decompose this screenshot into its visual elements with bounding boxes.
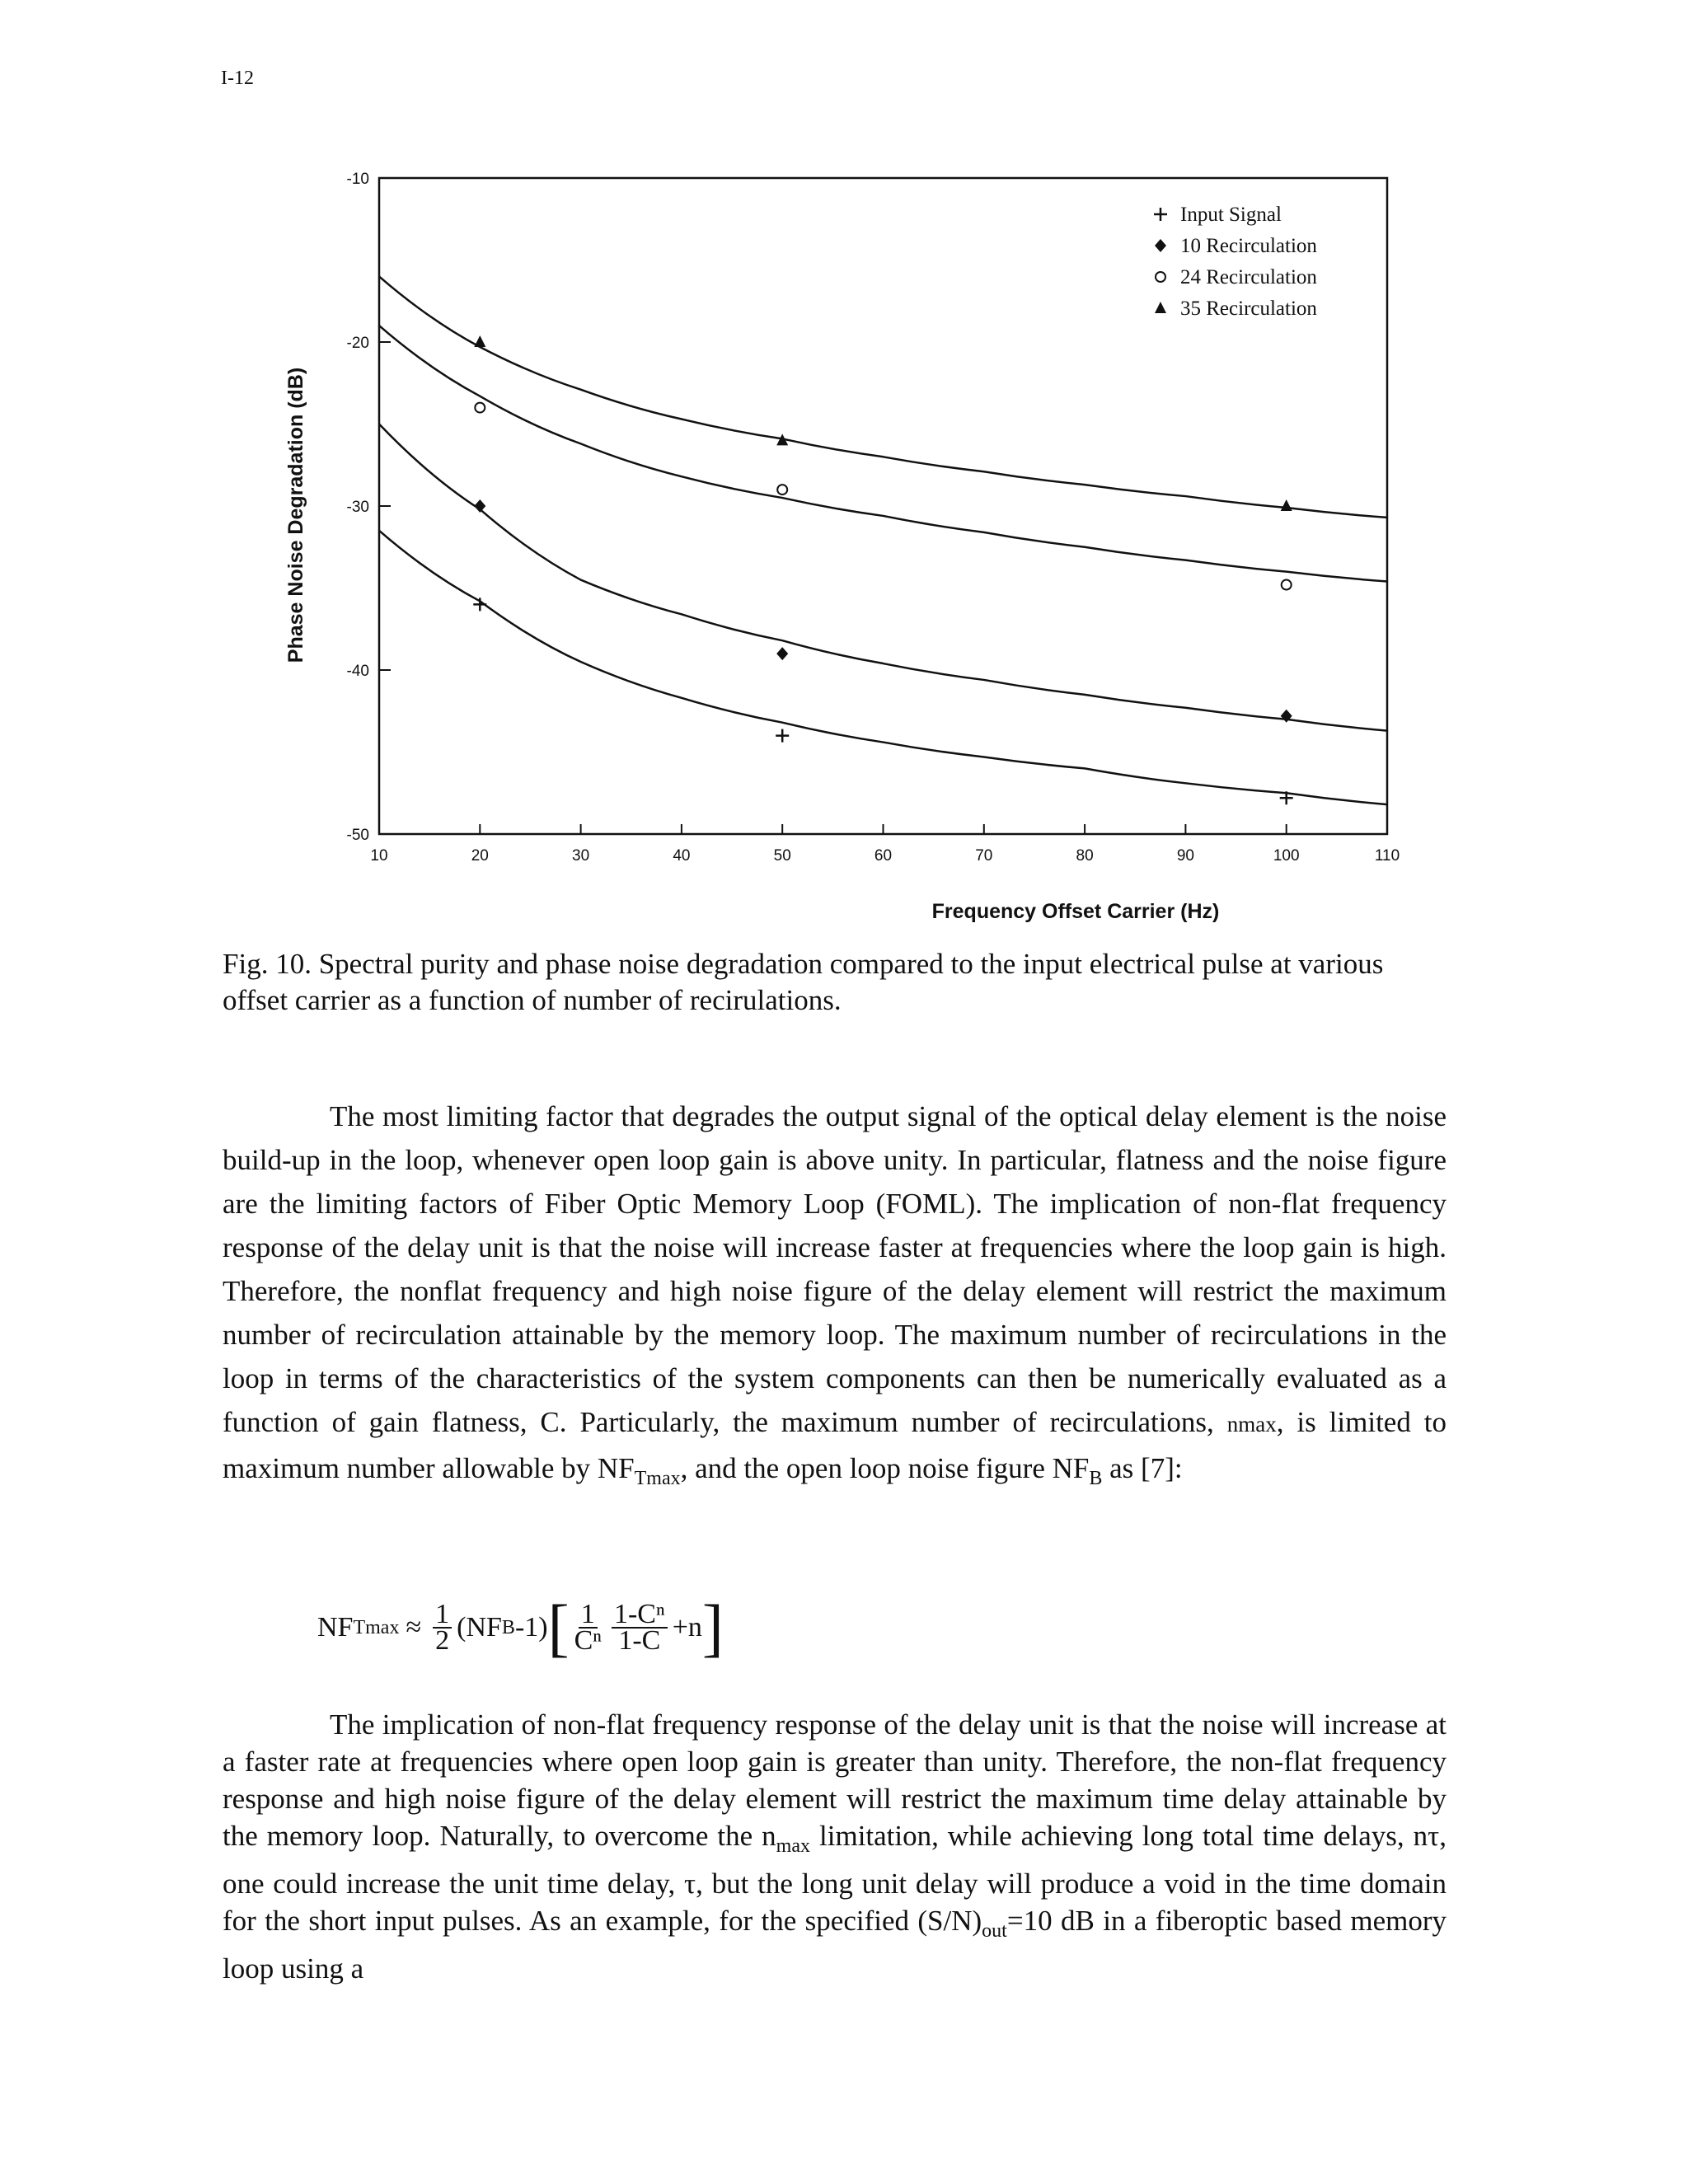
eq-frac2 [612, 1599, 668, 1656]
y-tick-label: -30 [346, 499, 369, 516]
eq-half [433, 1599, 452, 1656]
paragraph-1-text-b: , is limited to maximum number allowable by NF [223, 1406, 1447, 1484]
legend-entry: 24 Recirculation [1180, 266, 1317, 288]
legend-entry: 10 Recirculation [1180, 235, 1317, 257]
y-tick-label: -40 [346, 663, 369, 680]
eq-lhs-sub: Tmax [353, 1616, 400, 1638]
circle-marker [1156, 272, 1165, 282]
diamond-marker [776, 647, 788, 660]
page-number: I-12 [221, 68, 254, 89]
triangle-marker [1281, 499, 1292, 511]
series-curve [379, 326, 1387, 581]
paragraph-2-text-a: The implication of non-flat frequency response of the delay unit is that the noise will increase at a faster rate at frequencies where open loop gain is greater than unity. Therefore, the non-flat frequency response and high noise figure of the delay element will restrict the maximum time delay attainable by the memory loop. Naturally, to overcome the n [223, 1708, 1447, 1852]
eq-frac1-den: Cⁿ [574, 1625, 602, 1656]
x-tick-label: 50 [773, 847, 791, 865]
eq-frac1-num: 1 [579, 1602, 598, 1629]
eq-factor-open: (NF [457, 1612, 502, 1643]
eq-lhs: NF [317, 1612, 354, 1643]
x-tick-label: 90 [1176, 847, 1194, 865]
x-tick-label: 100 [1273, 847, 1300, 865]
eq-half-den: 2 [435, 1625, 450, 1656]
paragraph-2-text-c: =10 dB in a fiberoptic based memory loop using a [223, 1905, 1447, 1985]
paragraph-2 [223, 1706, 1447, 1987]
eq-left-bracket: [ [547, 1591, 570, 1663]
x-tick-label: 70 [975, 847, 993, 865]
eq-right-bracket: ] [701, 1591, 724, 1663]
nmax-symbol: nmax [1226, 1412, 1277, 1436]
plus-marker [1154, 208, 1167, 221]
legend-entry: 35 Recirculation [1180, 298, 1317, 320]
x-tick-label: 110 [1374, 847, 1400, 865]
x-tick-label: 40 [673, 847, 691, 865]
x-tick-label: 20 [471, 847, 489, 865]
x-tick-label: 10 [370, 847, 388, 865]
eq-frac2-num: 1-Cⁿ [612, 1602, 668, 1629]
tmax-subscript: Tmax [634, 1468, 681, 1489]
triangle-marker [1155, 302, 1166, 313]
series-curve [379, 531, 1387, 804]
x-axis-label: Frequency Offset Carrier (Hz) [931, 900, 1220, 923]
nf-tmax-equation [317, 1591, 724, 1663]
eq-approx: ≈ [406, 1612, 422, 1643]
y-tick-label: -20 [346, 335, 369, 352]
eq-frac1 [574, 1599, 602, 1656]
x-tick-label: 30 [572, 847, 590, 865]
out-subscript: out [982, 1920, 1007, 1942]
paragraph-1-text-a: The most limiting factor that degrades the output signal of the optical delay element is the noise build-up in the loop, whenever open loop gain is above unity. In particular, flatness and the noise figure are the limiting factors of Fiber Optic Memory Loop (FOML). The implication of non-flat frequency response of the delay unit is that the noise will increase faster at frequencies where the loop gain is high. Therefore, the nonflat frequency and high noise figure of the delay element will restrict the maximum number of recirculation attainable by the memory loop. The maximum number of recirculations in the loop in terms of the characteristics of the system components can then be numerically evaluated as a function of gain flatness, C. Particularly, the maximum number of recirculations, [223, 1100, 1447, 1438]
eq-factor-close: -1) [514, 1612, 548, 1643]
series-curve [379, 424, 1387, 731]
y-tick-label: -10 [346, 171, 369, 188]
eq-factor-sub: B [501, 1616, 515, 1638]
eq-frac2-den: 1-C [618, 1625, 661, 1656]
plus-marker [776, 729, 789, 743]
circle-marker [475, 403, 485, 413]
x-tick-label: 60 [874, 847, 893, 865]
diamond-marker [474, 499, 485, 513]
diamond-marker [1155, 239, 1166, 252]
y-tick-label: -50 [346, 827, 369, 844]
phase-noise-chart [0, 0, 1688, 940]
y-axis-label: Phase Noise Degradation (dB) [284, 367, 307, 663]
paragraph-1 [223, 1094, 1447, 1501]
figure-caption: Fig. 10. Spectral purity and phase noise degradation compared to the input electrical pulse at various offset carrier as a function of number of recirulations. [223, 948, 1384, 1016]
x-tick-label: 80 [1076, 847, 1094, 865]
circle-marker [1282, 580, 1292, 590]
paragraph-1-text-c: , and the open loop noise figure NF [680, 1452, 1090, 1484]
paragraph-1-text-d: as [7]: [1102, 1452, 1183, 1484]
eq-plus-n: +n [672, 1612, 702, 1643]
b-subscript: B [1089, 1468, 1103, 1489]
paragraph-2-text-b: limitation, while achieving long total time delays, nτ, one could increase the unit time delay, τ, but the long unit delay will produce a void in the time domain for the short input pulses. As an example, for the specified (S/N) [223, 1820, 1447, 1937]
eq-half-num: 1 [433, 1602, 452, 1629]
nmax-subscript: max [776, 1835, 810, 1857]
triangle-marker [474, 335, 485, 347]
legend-entry: Input Signal [1180, 204, 1282, 226]
circle-marker [777, 485, 787, 494]
